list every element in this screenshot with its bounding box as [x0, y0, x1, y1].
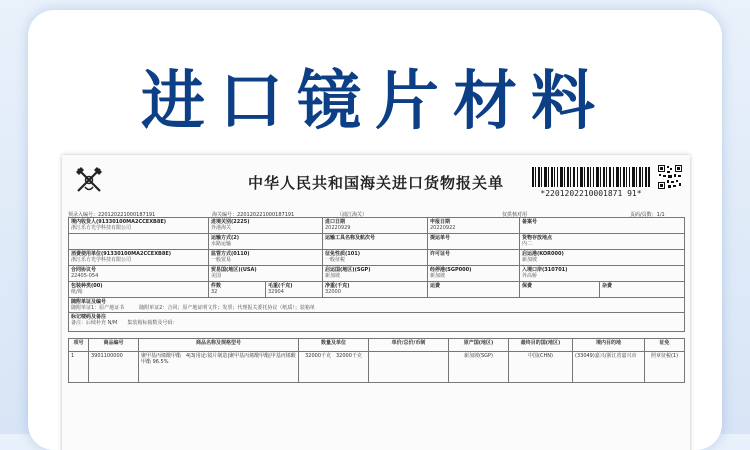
- column-header: 项号: [69, 339, 89, 352]
- table-header-row: [69, 339, 685, 352]
- field-cell: 经停港(SGP000) 新加坡: [428, 266, 520, 282]
- field-cell: 货物存放地点 内二: [520, 234, 685, 250]
- destination-country: 中国(CHN): [509, 352, 573, 383]
- goods-table: [68, 338, 685, 383]
- documents-cell: 随附单证及编号 随附单证1：原产地证书 随附单证2：合同；原产地证明文件；发票；代理报关委托协议（纸质）；装箱单: [69, 298, 685, 313]
- page-title: 进口镜片材料: [141, 65, 609, 139]
- field-cell: 件数 32: [209, 282, 266, 298]
- field-cell: 进口日期 20220929: [323, 218, 428, 234]
- field-cell: 启运港(KOR000) 新加坡: [520, 250, 685, 266]
- field-cell: [69, 234, 209, 250]
- marks-cell: 标记唛码及备注 备注：后续补充 N/M 集装箱标箱数及号码：: [69, 313, 685, 332]
- field-cell: 保费: [520, 282, 600, 298]
- table-row: [69, 218, 685, 234]
- field-cell: 征免性质(101) 一般征税: [323, 250, 428, 266]
- table-row: [69, 313, 685, 332]
- declaration-grid: [68, 217, 685, 332]
- column-header: 商品名称及规格型号: [139, 339, 299, 352]
- field-cell: 包装种类(00) 纸/箱: [69, 282, 209, 298]
- content-card: [28, 10, 722, 450]
- table-row: [69, 234, 685, 250]
- table-row: [69, 352, 685, 383]
- levy-method: 照章征税(1): [645, 352, 685, 383]
- field-cell: 监管方式(0110) 一般贸易: [209, 250, 323, 266]
- pre-entry-number: 预录入编号：220120221000187191: [68, 212, 156, 218]
- price: [369, 352, 449, 383]
- item-number: 1: [69, 352, 89, 383]
- customs-number: 海关编号：220120221000187191: [212, 212, 295, 218]
- field-cell: 境内收货人(91330100MA2CCEXB8E) 浙江乐方光学科技有限公司: [69, 218, 209, 234]
- customs-declaration-form: [62, 155, 690, 450]
- field-cell: 许可证号: [428, 250, 520, 266]
- table-row: [69, 298, 685, 313]
- column-header: 数量及单位: [299, 339, 369, 352]
- form-title: 中华人民共和国海关进口货物报关单: [247, 174, 504, 192]
- field-cell: 毛重(千克) 32904: [266, 282, 323, 298]
- column-header: 单价/总价/币制: [369, 339, 449, 352]
- field-cell: 贸易国(地区)(USA) 美国: [209, 266, 323, 282]
- table-row: [69, 266, 685, 282]
- field-cell: 运输方式(2) 水路运输: [209, 234, 323, 250]
- field-cell: 备案号: [520, 218, 685, 234]
- field-cell: 提运单号: [428, 234, 520, 250]
- field-cell: 入境口岸(310701) 外高桥: [520, 266, 685, 282]
- column-header: 商品编号: [89, 339, 139, 352]
- column-header: 最终目的国(地区): [509, 339, 573, 352]
- field-cell: 合同协议号 22405-054: [69, 266, 209, 282]
- field-cell: 进境关别(2225) 外港海关: [209, 218, 323, 234]
- barcode: [532, 167, 650, 187]
- origin-country: 新加坡(SGP): [449, 352, 509, 383]
- status-note: 仅供核对用: [502, 212, 528, 218]
- column-header: 征免: [645, 339, 685, 352]
- field-cell: 消费使用单位(91330100MA2CCEXB8E) 浙江乐方光学科技有限公司: [69, 250, 209, 266]
- column-header: 原产国(地区): [449, 339, 509, 352]
- qr-code: [658, 165, 682, 189]
- goods-name: 聚甲基丙烯酸甲酯 4|3|用途:镜片制造|聚甲基丙烯酸甲酯|甲基丙烯酸甲酯 96.5%: [139, 352, 299, 383]
- table-row: [69, 282, 685, 298]
- quantity: 32000千克 32000千克: [299, 352, 369, 383]
- hs-code: 3901100000: [89, 352, 139, 383]
- field-cell: 杂费: [600, 282, 685, 298]
- table-row: [69, 250, 685, 266]
- field-cell: 运费: [428, 282, 520, 298]
- page-count: 页码/页数：1/1: [630, 212, 665, 218]
- field-cell: 运输工具名称及航次号: [323, 234, 428, 250]
- domestic-destination: (33049)嘉兴/浙江省嘉兴市: [573, 352, 645, 383]
- customs-port: （浦江海关）: [337, 212, 368, 218]
- field-cell: 净重(千克) 32000: [323, 282, 428, 298]
- field-cell: 申报日期 20220922: [428, 218, 520, 234]
- field-cell: 启运国(地区)(SGP) 新加坡: [323, 266, 428, 282]
- column-header: 境内目的地: [573, 339, 645, 352]
- barcode-number: *2201202210001871 91*: [540, 189, 642, 198]
